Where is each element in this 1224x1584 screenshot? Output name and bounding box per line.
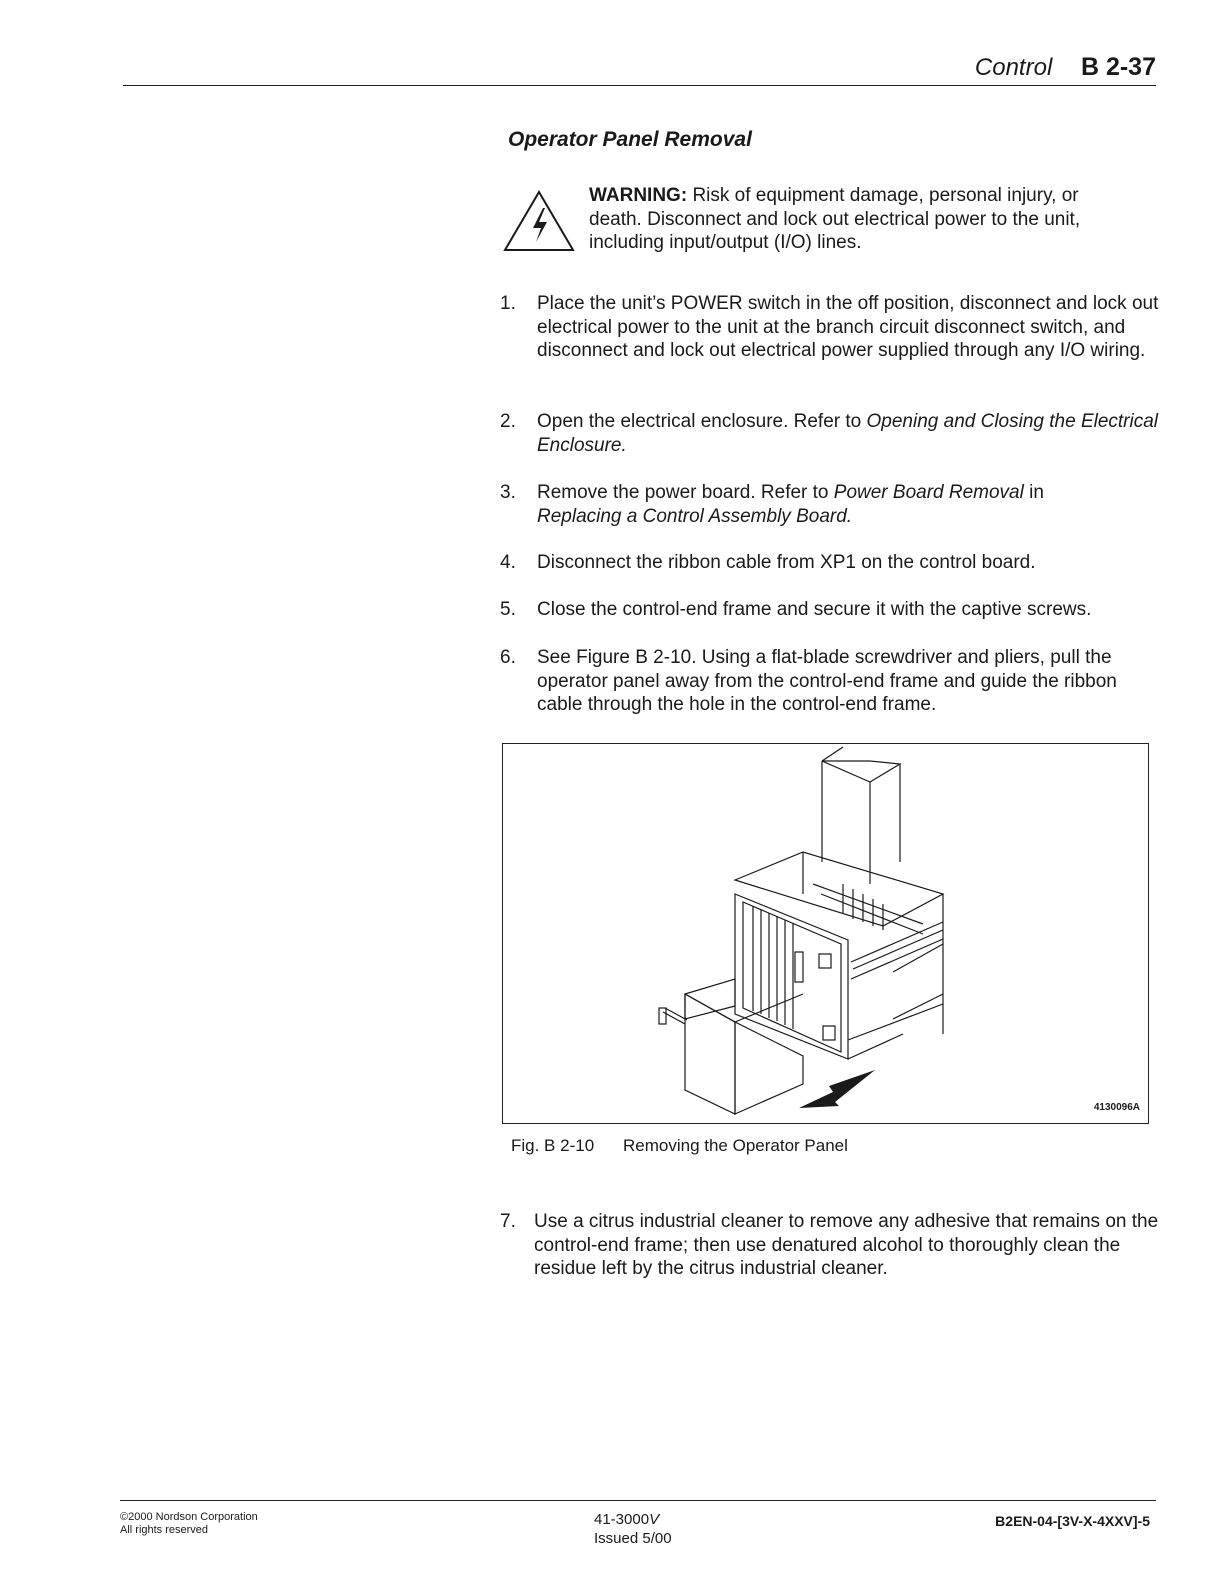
step-text: See Figure B 2-10. Using a flat-blade screwdriver and pliers, pull the operator panel away from the control-end frame and guide the ribbon cable through the hole in the control-end frame. <box>537 647 1117 715</box>
operator-panel-illustration <box>503 744 1148 1122</box>
doc-number: 41-3000 <box>594 1511 650 1528</box>
doc-rev: V <box>649 1511 660 1528</box>
footer-doc-info <box>594 1510 672 1548</box>
step-4 <box>500 551 1160 575</box>
figure-operator-panel <box>502 743 1149 1124</box>
step-number: 4. <box>500 552 516 573</box>
warning-message <box>589 184 1129 255</box>
step-2 <box>500 410 1160 457</box>
rights-text: All rights reserved <box>120 1524 209 1536</box>
step-6 <box>500 646 1160 717</box>
header-rule <box>123 85 1156 86</box>
warning-text: Risk of equipment damage, personal injury, or death. Disconnect and lock out electrical power to the unit, including input/output (I/O) lines. <box>589 185 1081 253</box>
header-section: Control <box>974 54 1053 81</box>
header-page-number: B 2-37 <box>1080 53 1156 81</box>
step-text: Use a citrus industrial cleaner to remove any adhesive that remains on the control-end frame; then use denatured alcohol to thoroughly clean the residue left by the citrus industrial cleaner. <box>534 1211 1159 1279</box>
page-title: Operator Panel Removal <box>508 128 752 151</box>
step-1 <box>500 292 1160 363</box>
cross-reference: Opening and Closing the Electrical Enclosure. <box>537 411 1159 456</box>
step-number: 5. <box>500 599 516 620</box>
step-text <box>537 481 1160 528</box>
step-text-pre: Open the electrical enclosure. Refer to <box>537 411 867 432</box>
copyright-text: ©2000 Nordson Corporation <box>120 1511 258 1523</box>
step-text: Disconnect the ribbon cable from XP1 on the control board. <box>537 552 1036 573</box>
step-number: 1. <box>500 293 516 314</box>
step-3 <box>500 481 1160 528</box>
caption-number: Fig. B 2-10 <box>511 1136 595 1155</box>
issued-date: Issued 5/00 <box>594 1530 672 1547</box>
step-7 <box>500 1210 1160 1281</box>
page-header <box>975 53 1156 82</box>
step-text-pre: Remove the power board. Refer to <box>537 482 834 503</box>
step-5 <box>500 598 1160 622</box>
footer-code: B2EN-04-[3V-X-4XXV]-5 <box>995 1513 1150 1529</box>
step-number: 2. <box>500 411 516 432</box>
step-number: 3. <box>500 482 516 503</box>
step-number: 7. <box>500 1211 516 1232</box>
step-number: 6. <box>500 647 516 668</box>
footer-rule <box>120 1500 1156 1501</box>
electrical-hazard-icon <box>503 190 575 252</box>
caption-text: Removing the Operator Panel <box>623 1136 848 1155</box>
figure-caption <box>511 1136 848 1156</box>
cross-reference: Power Board Removal <box>833 482 1024 503</box>
step-text: Place the unit’s POWER switch in the off position, disconnect and lock out electrical power to the unit at the branch circuit disconnect switch, and disconnect and lock out electrical power supplied through any I/O wiring. <box>537 293 1159 361</box>
warning-label: WARNING: <box>589 185 688 206</box>
cross-reference: Replacing a Control Assembly Board. <box>537 505 853 527</box>
footer-copyright <box>120 1511 258 1537</box>
step-text <box>537 410 1160 457</box>
step-text: Close the control-end frame and secure it with the captive screws. <box>537 599 1092 620</box>
figure-id: 4130096A <box>1093 1102 1140 1113</box>
step-text-mid: in <box>1023 482 1044 503</box>
